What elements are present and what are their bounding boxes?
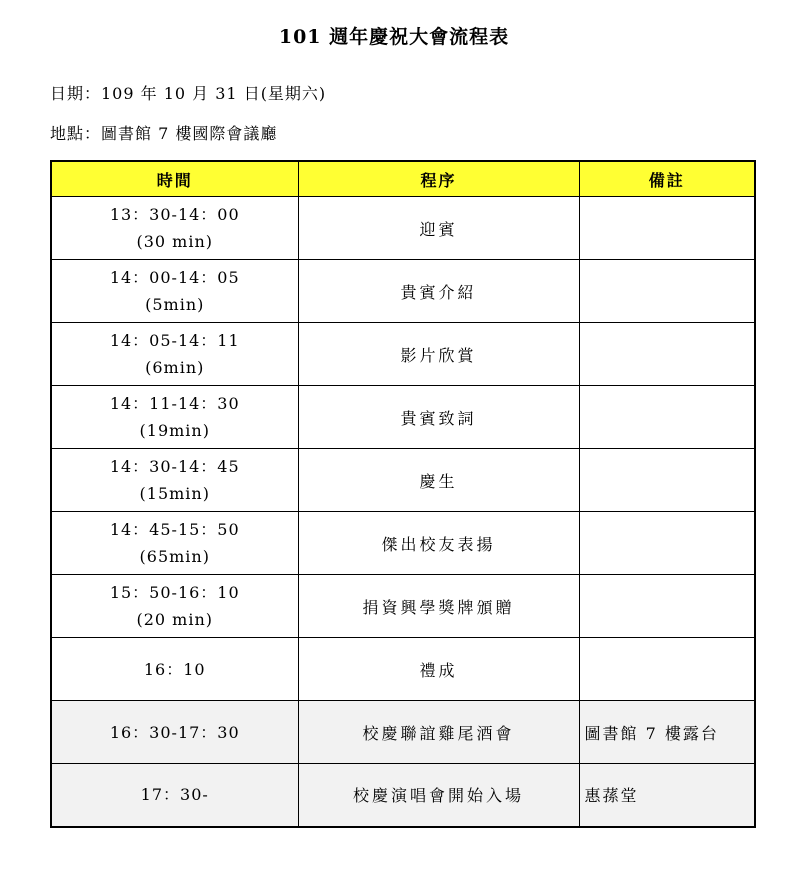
program-cell: 貴賓致詞 (298, 386, 579, 449)
program-cell: 傑出校友表揚 (298, 512, 579, 575)
note-cell (579, 386, 755, 449)
duration: (19min) (139, 421, 210, 440)
time-range: 14：30-14：45 (109, 457, 240, 476)
time-range: 14：45-15：50 (109, 520, 240, 539)
program-cell: 慶生 (298, 449, 579, 512)
note-cell (579, 323, 755, 386)
time-cell (51, 575, 298, 638)
program-cell: 迎賓 (298, 197, 579, 260)
time-range: 14：11-14：30 (109, 394, 240, 413)
time-range: 17：30- (140, 785, 209, 805)
time-cell (51, 701, 298, 764)
duration: (6min) (145, 358, 205, 377)
note-cell (579, 512, 755, 575)
duration: (30 min) (136, 232, 214, 251)
time-cell (51, 512, 298, 575)
program-cell: 影片欣賞 (298, 323, 579, 386)
time-range: 16：10 (143, 659, 206, 679)
program-cell: 校慶演唱會開始入場 (298, 764, 579, 827)
time-cell (51, 260, 298, 323)
time-cell (51, 638, 298, 701)
column-header-note: 備註 (579, 161, 755, 197)
duration: (5min) (145, 295, 205, 314)
page-title: 101 週年慶祝大會流程表 (278, 26, 510, 48)
table-row (51, 575, 755, 638)
time-range: 13：30-14：00 (109, 205, 240, 224)
time-range: 15：50-16：10 (109, 583, 240, 602)
note-cell (579, 197, 755, 260)
column-header-program: 程序 (298, 161, 579, 197)
time-cell (51, 449, 298, 512)
table-row (51, 260, 755, 323)
table-row (51, 701, 755, 764)
table-header-row (51, 161, 755, 197)
time-cell (51, 386, 298, 449)
table-row (51, 197, 755, 260)
time-cell (51, 197, 298, 260)
table-row (51, 764, 755, 827)
duration: (20 min) (136, 610, 214, 629)
duration: (65min) (139, 547, 210, 566)
note-cell (579, 575, 755, 638)
program-cell: 校慶聯誼雞尾酒會 (298, 701, 579, 764)
table-row (51, 449, 755, 512)
note-cell (579, 449, 755, 512)
column-header-time: 時間 (51, 161, 298, 197)
note-cell: 惠蓀堂 (579, 764, 755, 827)
table-row (51, 512, 755, 575)
time-cell (51, 764, 298, 827)
duration: (15min) (139, 484, 210, 503)
event-date: 日期：109 年 10 月 31 日(星期六) (50, 84, 327, 103)
table-row (51, 386, 755, 449)
program-cell: 貴賓介紹 (298, 260, 579, 323)
program-cell: 捐資興學獎牌頒贈 (298, 575, 579, 638)
time-range: 14：00-14：05 (109, 268, 240, 287)
time-range: 16：30-17：30 (109, 722, 240, 742)
note-cell (579, 638, 755, 701)
event-location: 地點：圖書館 7 樓國際會議廳 (50, 124, 278, 143)
program-cell: 禮成 (298, 638, 579, 701)
time-cell (51, 323, 298, 386)
schedule-table (50, 160, 756, 828)
table-row (51, 323, 755, 386)
note-cell (579, 260, 755, 323)
table-row (51, 638, 755, 701)
note-cell: 圖書館 7 樓露台 (579, 701, 755, 764)
time-range: 14：05-14：11 (109, 331, 240, 350)
